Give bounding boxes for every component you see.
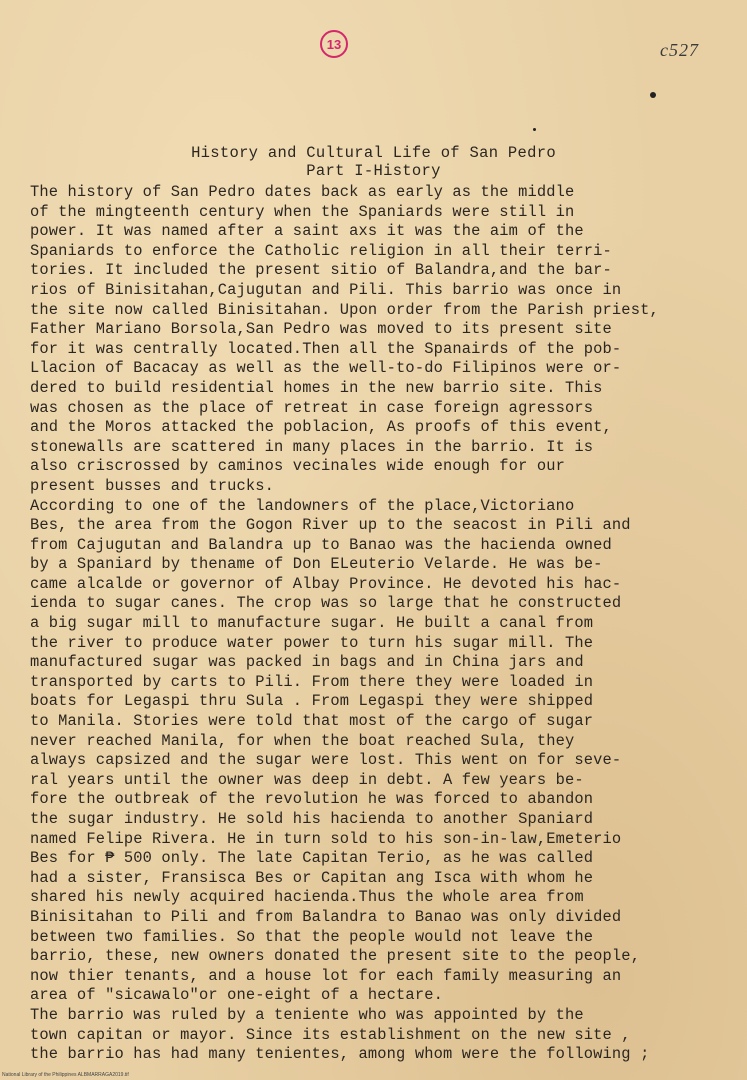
text-line: came alcalde or governor of Albay Province. He devoted his hac-: [30, 574, 622, 593]
text-line: ienda to sugar canes. The crop was so large that he constructed: [30, 594, 622, 613]
text-line: Binisitahan to Pili and from Balandra to Banao was only divided: [30, 907, 622, 926]
text-line: the site now called Binisitahan. Upon order from the Parish priest,: [30, 300, 659, 319]
text-line: tories. It included the present sitio of Balandra,and the bar-: [30, 261, 612, 280]
text-line: boats for Legaspi thru Sula . From Legaspi they were shipped: [30, 692, 594, 711]
text-line: now thier tenants, and a house lot for each family measuring an: [30, 966, 622, 985]
text-line: also criscrossed by caminos vecinales wide enough for our: [30, 457, 565, 476]
text-line: Bes, the area from the Gogon River up to the seacost in Pili and: [30, 516, 631, 535]
text-line: barrio, these, new owners donated the present site to the people,: [30, 947, 641, 966]
text-line: never reached Manila, for when the boat reached Sula, they: [30, 731, 575, 750]
document-subtitle: Part I-History: [306, 162, 441, 180]
text-line: ral years until the owner was deep in debt. A few years be-: [30, 770, 584, 789]
body-text: [30, 183, 742, 1065]
text-line: According to one of the landowners of the place,Victoriano: [30, 496, 575, 515]
text-line: fore the outbreak of the revolution he was forced to abandon: [30, 790, 594, 809]
page-number-mark: 13: [320, 30, 348, 58]
text-line: and the Moros attacked the poblacion, As proofs of this event,: [30, 418, 612, 437]
text-line: the river to produce water power to turn his sugar mill. The: [30, 633, 594, 652]
text-line: of the mingteenth century when the Spaniards were still in: [30, 202, 575, 221]
text-line: a big sugar mill to manufacture sugar. He built a canal from: [30, 614, 594, 633]
text-line: power. It was named after a saint axs it was the aim of the: [30, 222, 584, 241]
text-line: The history of San Pedro dates back as early as the middle: [30, 183, 575, 201]
scan-footer: National Library of the Philippines ALBMARRAGA2019.tif: [2, 1072, 129, 1078]
text-line: Llacion of Bacacay as well as the well-to-do Filipinos were or-: [30, 359, 622, 378]
text-line: the sugar industry. He sold his hacienda to another Spaniard: [30, 810, 594, 828]
text-line: present busses and trucks.: [30, 476, 275, 495]
text-line: was chosen as the place of retreat in case foreign agressors: [30, 398, 594, 417]
document-title: History and Cultural Life of San Pedro: [191, 144, 556, 162]
catalog-number: c527: [660, 40, 699, 60]
text-line: named Felipe Rivera. He in turn sold to his son-in-law,Emeterio: [30, 829, 622, 848]
text-line: stonewalls are scattered in many places in the barrio. It is: [30, 437, 594, 456]
text-line: between two families. So that the people would not leave the: [30, 927, 594, 946]
text-line: the barrio has had many tenientes, among whom were the following ;: [30, 1045, 650, 1064]
text-line: area of "sicawalo"or one-eight of a hectare.: [30, 986, 443, 1005]
text-line: town capitan or mayor. Since its establishment on the new site ,: [30, 1025, 631, 1044]
text-line: Spaniards to enforce the Catholic religion in all their terri-: [30, 241, 612, 260]
text-line: always capsized and the sugar were lost. This went on for seve-: [30, 751, 622, 770]
text-line: for it was centrally located.Then all the Spanairds of the pob-: [30, 339, 622, 358]
text-line: shared his newly acquired hacienda.Thus the whole area from: [30, 888, 584, 907]
text-line: transported by carts to Pili. From there they were loaded in: [30, 672, 594, 691]
text-line: Bes for ₱ 500 only. The late Capitan Terio, as he was called: [30, 849, 594, 868]
ink-spot: [533, 128, 536, 131]
text-line: had a sister, Fransisca Bes or Capitan ang Isca with whom he: [30, 868, 594, 887]
text-line: from Cajugutan and Balandra up to Banao was the hacienda owned: [30, 535, 612, 554]
text-line: The barrio was ruled by a teniente who was appointed by the: [30, 1005, 584, 1024]
text-line: Father Mariano Borsola,San Pedro was moved to its present site: [30, 320, 612, 339]
text-line: manufactured sugar was packed in bags and in China jars and: [30, 653, 584, 672]
ink-spot: [650, 92, 656, 98]
text-line: rios of Binisitahan,Cajugutan and Pili. This barrio was once in: [30, 280, 622, 299]
text-line: by a Spaniard by thename of Don ELeuterio Velarde. He was be-: [30, 555, 603, 574]
text-line: to Manila. Stories were told that most of the cargo of sugar: [30, 712, 594, 731]
text-line: dered to build residential homes in the new barrio site. This: [30, 378, 603, 397]
